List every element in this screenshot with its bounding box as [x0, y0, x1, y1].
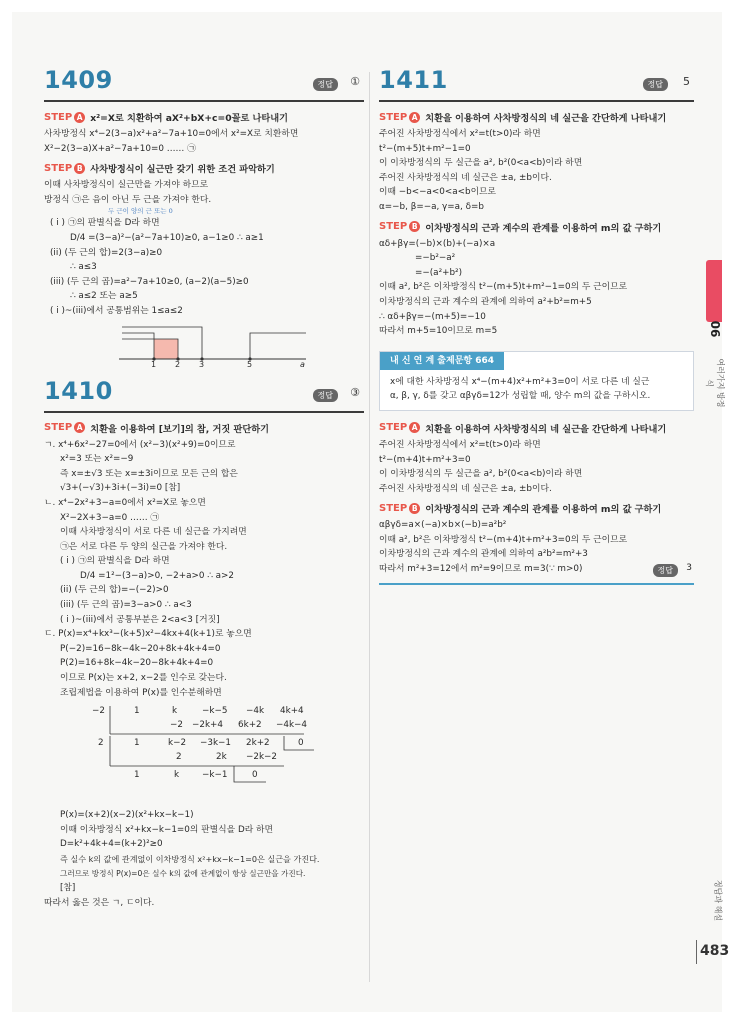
text-line: ( i ) ㉠의 판별식을 D라 하면 [60, 556, 170, 567]
step-label: STEP [379, 221, 408, 233]
question-line: x에 대한 사차방정식 x⁴−(m+4)x²+m²+3=0이 서로 다른 네 실근 [390, 376, 650, 387]
answer-value: 3 [686, 563, 692, 574]
text-line: P(2)=16+8k−4k−20−8k+4k+4=0 [60, 658, 214, 669]
text-line: 이때 a², b²은 이차방정식 t²−(m+4)t+m²+3=0의 두 근이므로 [379, 534, 628, 545]
step-b [379, 501, 694, 515]
chapter-title: 여러가지 방정식 [705, 358, 725, 408]
text-line: =−(a²+b²) [415, 267, 463, 278]
synthetic-division-table [44, 704, 364, 804]
related-problem-box [379, 351, 694, 411]
answer-chip: 정답 [653, 564, 678, 577]
text-line: 이때 −b<−a<0<a<b이므로 [379, 187, 497, 198]
text-line: ∴ αδ+βγ=−(m+5)=−10 [379, 311, 486, 322]
range-line-4 [250, 333, 306, 359]
text-line: 즉 x=±√3 또는 x=±3i이므로 모든 근의 합은 [60, 468, 238, 479]
step-title: 이차방정식의 근과 계수의 관계를 이용하여 m의 값 구하기 [425, 222, 662, 234]
division-cell: 2k+2 [246, 738, 270, 749]
page [12, 12, 722, 1012]
text-line: ∴ a≤2 또는 a≥5 [70, 291, 138, 302]
text-line: D/4 =1²−(3−a)>0, −2+a>0 ∴ a>2 [80, 570, 235, 581]
chapter-tab [706, 260, 722, 322]
step-title: x²=X로 치환하여 aX²+bX+c=0꼴로 나타내기 [90, 113, 289, 124]
related-problem-question [380, 372, 693, 410]
text-line: 이차방정식의 근과 계수의 관계에 의하여 a²+b²=m+5 [379, 296, 592, 307]
text-line: X²−2(3−a)X+a²−7a+10=0 …… ㉠ [44, 143, 196, 154]
text-line: √3+(−√3)+3i+(−3i)=0 [참] [60, 483, 181, 494]
division-cell: −k−1 [202, 770, 228, 781]
text-line: αβγδ=a×(−a)×b×(−b)=a²b² [379, 520, 507, 531]
text-line: P(−2)=16−8k−4k−20+8k+4k+4=0 [60, 643, 221, 654]
text-line: ( i ) ㉠의 판별식을 D라 하면 [50, 218, 160, 229]
division-cell: 4k+4 [280, 706, 304, 717]
related-problem-header [380, 352, 693, 372]
text-line: [참] [60, 883, 76, 894]
text-line: 따라서 m+5=10이므로 m=5 [379, 326, 498, 337]
division-cell: 1 [134, 706, 140, 717]
division-cell: −2k+4 [192, 720, 224, 731]
section-label: 정답과 해설 [713, 879, 723, 922]
tick-label: 1 [151, 359, 157, 369]
division-cell: −4k [246, 706, 265, 717]
answer-chip: 정답 [313, 389, 338, 402]
text-line: (ii) (두 근의 합)=2(3−a)≥0 [50, 247, 163, 258]
division-cell: −2 [170, 720, 183, 731]
step-b [44, 161, 364, 175]
division-cell: 0 [298, 738, 304, 749]
text-line: ( i )~(iii)에서 공통부분은 2<a<3 [거짓] [60, 614, 220, 625]
step-title: 치환을 이용하여 [보기]의 참, 거짓 판단하기 [90, 423, 269, 435]
step-a [44, 421, 364, 435]
division-lines [44, 704, 364, 804]
text-line: 이차방정식의 근과 계수의 관계에 의하여 a²b²=m²+3 [379, 549, 588, 560]
text-line: αδ+βγ=(−b)×(b)+(−a)×a [379, 238, 496, 249]
text-line: ∴ a≤3 [70, 262, 97, 273]
box-bottom-rule [379, 583, 694, 585]
text-line: 주어진 사차방정식에서 x²=t(t>0)라 하면 [379, 439, 541, 450]
right-column [379, 64, 694, 585]
text-line: (ii) (두 근의 합)=−(−2)>0 [60, 585, 169, 596]
answer-chip: 정답 [313, 78, 338, 91]
text-line: 조립제법을 이용하여 P(x)를 인수분해하면 [60, 687, 222, 698]
division-cell: 2k [216, 752, 227, 763]
text-line: 이 이차방정식의 두 실근을 a², b²(0<a<b)이라 하면 [379, 158, 583, 169]
step-label: STEP [44, 422, 73, 434]
step-a [379, 421, 694, 435]
tick-label: a [300, 359, 305, 369]
step-title: 치환을 이용하여 사차방정식의 네 실근을 간단하게 나타내기 [425, 113, 667, 124]
left-column [44, 64, 364, 910]
page-number: 483 [700, 943, 730, 959]
division-cell: k−2 [168, 738, 187, 749]
step-title: 이차방정식의 근과 계수의 관계를 이용하여 m의 값 구하기 [425, 504, 662, 516]
text-line: (iii) (두 근의 곱)=a²−7a+10≥0, (a−2)(a−5)≥0 [50, 276, 249, 287]
division-cell: k [174, 770, 180, 781]
division-cell: 2 [176, 752, 182, 763]
text-line: t²−(m+5)t+m²−1=0 [379, 143, 471, 154]
division-cell: −2k−2 [246, 752, 278, 763]
division-cell: 6k+2 [238, 720, 262, 731]
annotation-note: 두 근이 양의 근 또는 0 [108, 207, 173, 216]
text-line: 이때 사차방정식이 실근만을 가져야 하므로 [44, 180, 209, 191]
page-number-rule [696, 940, 697, 964]
text-line: (iii) (두 근의 곱)=3−a>0 ∴ a<3 [60, 600, 192, 611]
step-badge: A [409, 112, 420, 123]
division-cell: −3k−1 [200, 738, 232, 749]
text-line: α=−b, β=−a, γ=a, δ=b [379, 201, 484, 212]
step-label: STEP [379, 422, 408, 434]
step-badge: A [409, 422, 420, 433]
division-cell: −2 [92, 706, 105, 717]
division-cell: 0 [252, 770, 258, 781]
range-line-2 [122, 333, 154, 359]
division-cell: 2 [98, 738, 104, 749]
text-line: x²=3 또는 x²=−9 [60, 454, 134, 465]
text-line: 주어진 사차방정식의 네 실근은 ±a, ±b이다. [379, 483, 552, 494]
division-cell: k [172, 706, 178, 717]
text-line: 이므로 P(x)는 x+2, x−2를 인수로 갖는다. [60, 673, 227, 684]
step-a [44, 110, 364, 124]
step-a [379, 110, 694, 124]
problem-number: 1410 [44, 376, 113, 405]
text-line: 이때 사차방정식이 서로 다른 네 실근을 가지려면 [60, 527, 247, 538]
problem-1410-header [44, 375, 364, 413]
step-label: STEP [379, 502, 408, 514]
step-badge: A [74, 422, 85, 433]
text-line: D/4 =(3−a)²−(a²−7a+10)≥0, a−1≥0 ∴ a≥1 [70, 232, 264, 243]
text-line: 이 이차방정식의 두 실근을 a², b²(0<a<b)이라 하면 [379, 469, 583, 480]
common-range-fill [154, 339, 178, 359]
text-line: 따라서 옳은 것은 ㄱ, ㄷ이다. [44, 897, 155, 908]
division-cell: 1 [134, 770, 140, 781]
step-label: STEP [44, 162, 73, 174]
step-badge: B [409, 503, 420, 514]
text-line: 주어진 사차방정식에서 x²=t(t>0)라 하면 [379, 129, 541, 139]
problem-1411-header [379, 64, 694, 102]
chapter-number: 06 [708, 320, 722, 338]
text-line: =−b²−a² [415, 253, 456, 264]
answer-value: ① [350, 75, 360, 88]
text-line: 방정식 ㉠은 음이 아닌 두 근을 가져야 한다. [44, 194, 212, 205]
number-line-figure [44, 323, 364, 369]
step-badge: A [74, 112, 85, 123]
text-line: ( i )~(iii)에서 공통범위는 1≤a≤2 [50, 305, 183, 316]
text-line: t²−(m+4)t+m²+3=0 [379, 454, 471, 465]
division-cell: 1 [134, 738, 140, 749]
text-line: ㉠은 서로 다른 두 양의 실근을 가져야 한다. [60, 541, 228, 552]
step-label: STEP [44, 111, 73, 123]
text-line: 따라서 m²+3=12에서 m²=9이므로 m=3(∵ m>0) [379, 564, 583, 575]
tick-label: 3 [199, 359, 205, 369]
text-line: 주어진 사차방정식의 네 실근은 ±a, ±b이다. [379, 172, 552, 183]
column-divider [369, 72, 370, 982]
tick-label: 5 [247, 359, 253, 369]
step-title: 사차방정식이 실근만 갖기 위한 조건 파악하기 [90, 164, 275, 176]
step-title: 치환을 이용하여 사차방정식의 네 실근을 간단하게 나타내기 [425, 423, 667, 435]
answer-value: ③ [350, 385, 360, 399]
text-line: 즉 실수 k의 값에 관계없이 이차방정식 x²+kx−k−1=0은 실근을 가진다. [60, 854, 320, 864]
related-problem-tag: 내 신 연 계 출제문항 664 [380, 352, 504, 370]
text-line: D=k²+4k+4=(k+2)²≥0 [60, 839, 163, 850]
text-line: 이때 이차방정식 x²+kx−k−1=0의 판별식을 D라 하면 [60, 824, 274, 835]
text-line: 그러므로 방정식 P(x)=0은 실수 k의 값에 관계없이 항상 실근만을 가진다. [60, 868, 306, 878]
tick-label: 2 [175, 359, 181, 369]
answer-value: 5 [683, 75, 690, 88]
text-line: ㄱ. x⁴+6x²−27=0에서 (x²−3)(x²+9)=0이므로 [44, 439, 236, 450]
text-line: 사차방정식 x⁴−2(3−a)x²+a²−7a+10=0에서 x²=X로 치환하면 [44, 129, 299, 139]
final-answer-row [379, 562, 694, 577]
problem-1409-header [44, 64, 364, 102]
division-cell: −k−5 [202, 706, 228, 717]
step-b [379, 220, 694, 234]
text-line: ㄴ. x⁴−2x²+3−a=0에서 x²=X로 놓으면 [44, 497, 206, 508]
text-line: P(x)=(x+2)(x−2)(x²+kx−k−1) [60, 810, 194, 821]
step-badge: B [409, 221, 420, 232]
step-badge: B [74, 163, 85, 174]
division-cell: −4k−4 [276, 720, 308, 731]
problem-number: 1409 [44, 66, 113, 94]
text-line: 이때 a², b²은 이차방정식 t²−(m+5)t+m²−1=0의 두 근이므로 [379, 282, 628, 293]
text-line: ㄷ. P(x)=x⁴+kx³−(k+5)x²−4kx+4(k+1)로 놓으면 [44, 629, 252, 640]
text-line: X²−2X+3−a=0 …… ㉠ [60, 512, 160, 523]
problem-number: 1411 [379, 66, 448, 94]
step-label: STEP [379, 111, 408, 123]
question-line: α, β, γ, δ를 갖고 αβγδ=12가 성립할 때, 양수 m의 값을 구하시오. [390, 391, 651, 402]
answer-chip: 정답 [643, 78, 668, 91]
